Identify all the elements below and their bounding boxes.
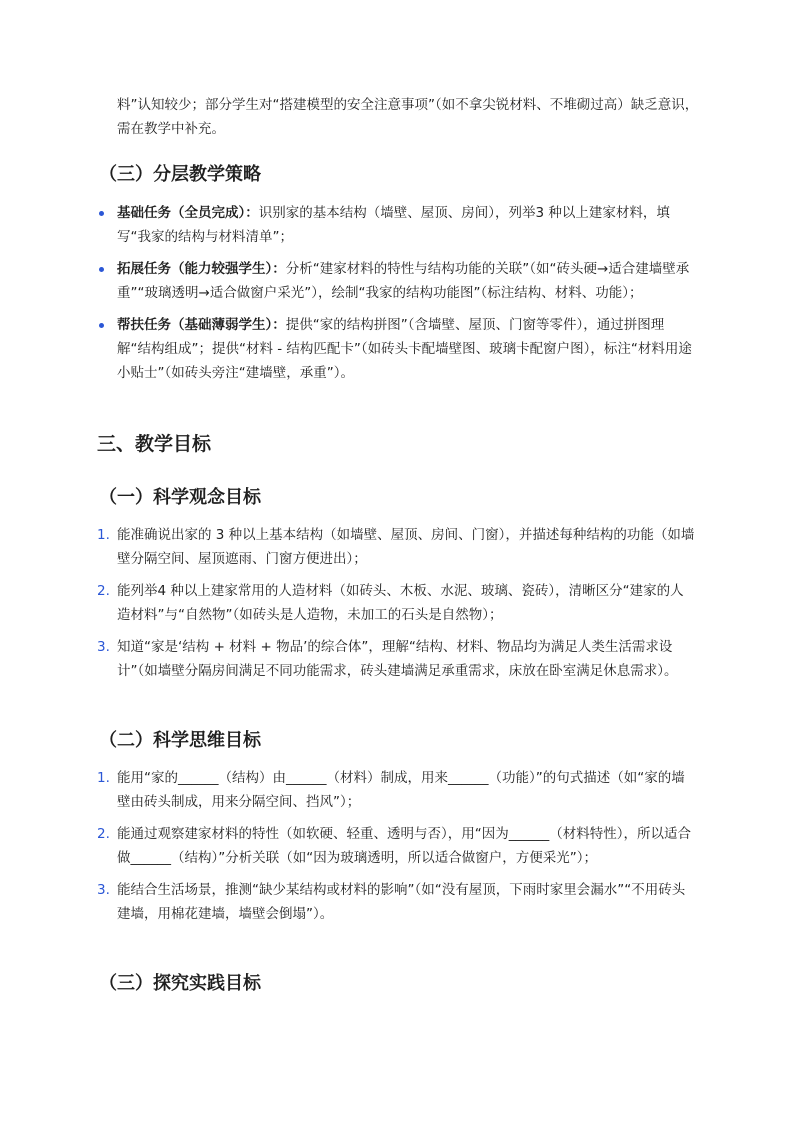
item-text: 分析“建家材料的特性与结构功能的关联”（如“砖头硬→适合建墙壁承重”“玻璃透明→适合做窗户采光”），绘制“我家的结构功能图”（标注结构、材料、功能）； xyxy=(117,261,690,301)
item-text: 能准确说出家的 3 种以上基本结构（如墙壁、屋顶、房间、门窗），并描述每种结构的功能（如墙壁分隔空间、屋顶遮雨、门窗方便进出）； xyxy=(117,527,695,567)
item-label: 拓展任务（能力较强学生）： xyxy=(117,261,286,277)
bullet-icon xyxy=(99,211,104,216)
heading-practice-goals: （三）探究实践目标 xyxy=(99,973,261,994)
list-number: 3. xyxy=(97,882,110,898)
item-text: 识别家的基本结构（墙壁、屋顶、房间），列举3 种以上建家材料，填写“我家的结构与材料清单”； xyxy=(117,205,670,245)
list-item xyxy=(97,579,697,627)
intro-paragraph: 料”认知较少；部分学生对“搭建模型的安全注意事项”（如不拿尖锐材料、不堆砌过高）缺乏意识，需在教学中补充。 xyxy=(117,97,699,137)
list-item xyxy=(97,523,697,571)
list-number: 1. xyxy=(97,770,110,786)
strategy-list xyxy=(97,201,697,393)
bullet-icon xyxy=(99,267,104,272)
list-item xyxy=(97,878,697,926)
list-item xyxy=(97,257,697,305)
heading-concept-goals: （一）科学观念目标 xyxy=(99,487,261,508)
item-label: 帮扶任务（基础薄弱学生）： xyxy=(117,317,286,333)
heading-layered-strategy: （三）分层教学策略 xyxy=(99,164,261,185)
list-item xyxy=(97,635,697,683)
list-number: 3. xyxy=(97,639,110,655)
item-text: 能用“家的______（结构）由______（材料）制成，用来______（功能）”的句式描述（如“家的墙壁由砖头制成，用来分隔空间、挡风”）； xyxy=(117,770,685,810)
heading-teaching-goals: 三、教学目标 xyxy=(97,433,212,455)
heading-thinking-goals: （二）科学思维目标 xyxy=(99,730,261,751)
item-text: 能结合生活场景，推测“缺少某结构或材料的影响”（如“没有屋顶，下雨时家里会漏水”“不用砖头建墙，用棉花建墙，墙壁会倒塌”）。 xyxy=(117,882,686,922)
concept-goals-list xyxy=(97,523,697,691)
list-item xyxy=(97,201,697,249)
item-label: 基础任务（全员完成）： xyxy=(117,205,259,221)
list-item xyxy=(97,766,697,814)
bullet-icon xyxy=(99,323,104,328)
item-text: 知道“家是‘结构 + 材料 + 物品’的综合体”，理解“结构、材料、物品均为满足人类生活需求设计”（如墙壁分隔房间满足不同功能需求，砖头建墙满足承重需求，床放在卧室满足休息需求）。 xyxy=(117,639,678,679)
list-item xyxy=(97,313,697,385)
item-text: 能通过观察建家材料的特性（如软硬、轻重、透明与否），用“因为______（材料特性），所以适合做______（结构）”分析关联（如“因为玻璃透明，所以适合做窗户，方便采光”）； xyxy=(117,826,691,866)
list-number: 2. xyxy=(97,826,110,842)
thinking-goals-list xyxy=(97,766,697,934)
item-text: 提供“家的结构拼图”（含墙壁、屋顶、门窗等零件），通过拼图理解“结构组成”；提供“材料 - 结构匹配卡”（如砖头卡配墙壁图、玻璃卡配窗户图），标注“材料用途小贴士”（如砖头旁注“建墙壁，承重”）。 xyxy=(117,317,692,381)
list-item xyxy=(97,822,697,870)
list-number: 1. xyxy=(97,527,110,543)
item-text: 能列举4 种以上建家常用的人造材料（如砖头、木板、水泥、玻璃、瓷砖），清晰区分“建家的人造材料”与“自然物”（如砖头是人造物，未加工的石头是自然物）； xyxy=(117,583,684,623)
list-number: 2. xyxy=(97,583,110,599)
